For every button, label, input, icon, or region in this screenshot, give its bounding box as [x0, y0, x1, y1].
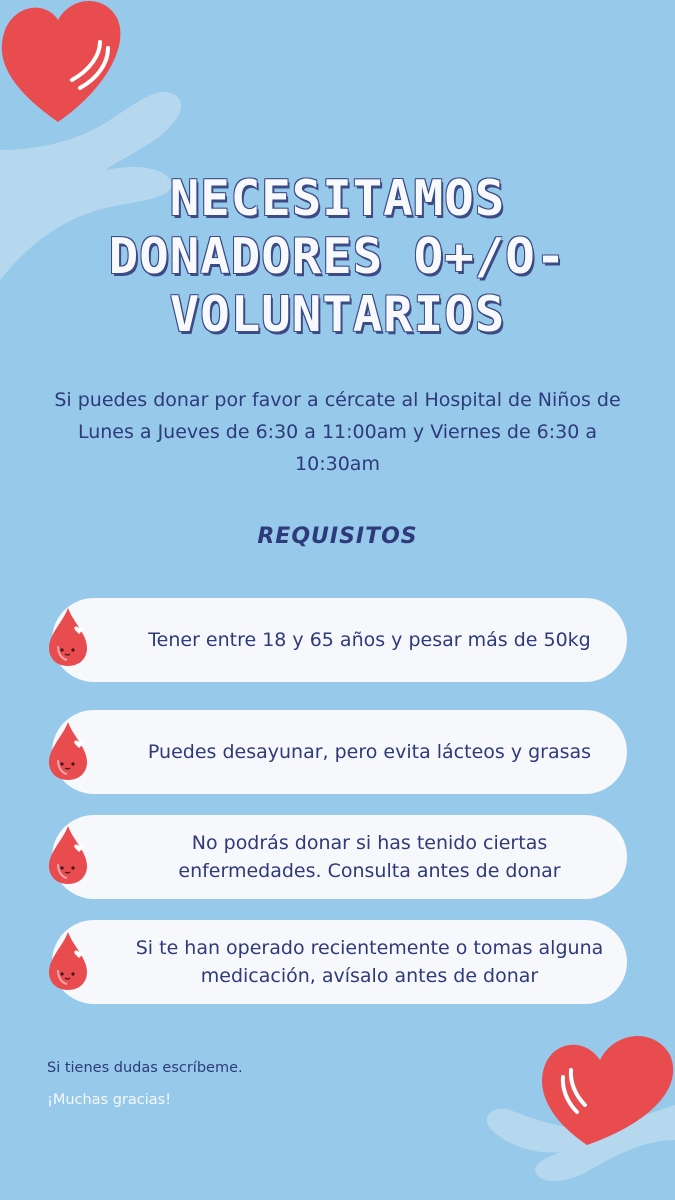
heart-icon	[2, 1, 121, 122]
footer-contact-text: Si tienes dudas escríbeme.	[47, 1060, 243, 1076]
blood-drop-icon	[45, 720, 91, 782]
blood-drop-icon	[45, 606, 91, 668]
requirement-card-1	[52, 598, 627, 682]
intro-text: Si puedes donar por favor a cércate al Hospital de Niños de Lunes a Jueves de 6:30 a 11:00am y Viernes de 6:30 a 10:30am	[54, 389, 621, 475]
requirement-card-4	[52, 920, 627, 1004]
headline	[0, 170, 675, 344]
requirement-card-2	[52, 710, 627, 794]
requirement-text: Puedes desayunar, pero evita lácteos y grasas	[147, 741, 592, 763]
footer-thanks-text: ¡Muchas gracias!	[47, 1092, 172, 1108]
blood-drop-icon	[45, 824, 91, 886]
headline-line-2: DONADORES O+/O-	[108, 228, 567, 285]
blood-drop-icon	[45, 930, 91, 992]
requirement-text: No podrás donar si has tenido ciertas enfermedades. Consulta antes de donar	[178, 832, 561, 882]
requirement-text: Si te han operado recientemente o tomas alguna medicación, avísalo antes de donar	[135, 937, 604, 987]
bottom-hand-heart-illustration	[475, 1010, 675, 1200]
headline-line-1: NECESITAMOS	[169, 170, 506, 227]
requirements-title: REQUISITOS	[257, 524, 418, 549]
requirement-card-3	[52, 815, 627, 899]
requirement-text: Tener entre 18 y 65 años y pesar más de 50kg	[148, 629, 591, 651]
headline-line-3: VOLUNTARIOS	[169, 286, 506, 343]
